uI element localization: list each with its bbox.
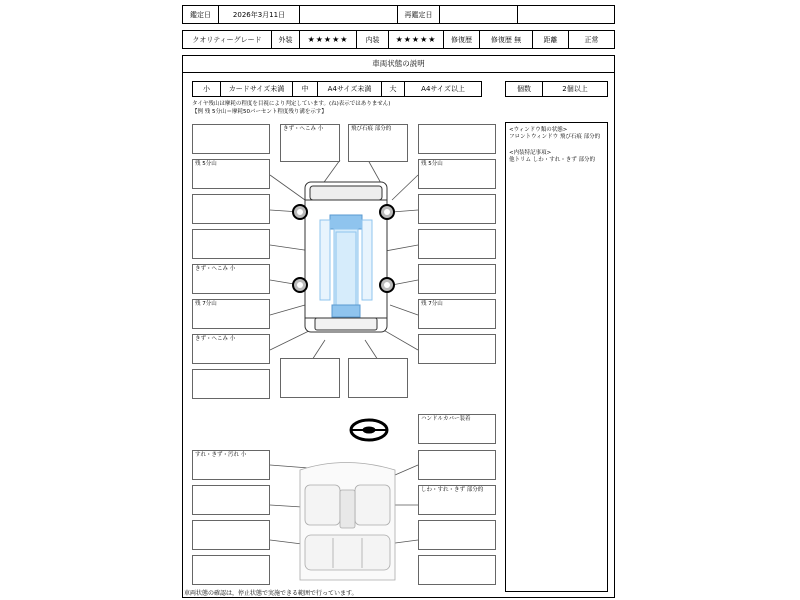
- note-box-seat-right: しわ・すれ・きず 部分的: [418, 485, 496, 515]
- size-large-label: 大: [381, 81, 405, 97]
- section-title: 車両状態の説明: [182, 55, 615, 73]
- repair-history-value: 修復歴 無: [479, 30, 533, 49]
- note-box: [280, 358, 340, 398]
- size-medium-desc: A4サイズ未満: [317, 81, 382, 97]
- note-box-tire-rr: 残 7分山: [418, 299, 496, 329]
- note-box: [418, 194, 496, 224]
- note-box: [192, 369, 270, 399]
- note-box-front-right-top: 飛び石痕 部分的: [348, 124, 408, 162]
- car-top-view: [305, 182, 387, 332]
- note-box: [418, 124, 496, 154]
- interior-text: 他トリム しわ・すれ・きず 部分的: [509, 157, 595, 163]
- interior-heading: <内装特記事項>: [509, 150, 552, 156]
- note-box-front-left-top: きず・へこみ 小: [280, 124, 340, 162]
- count-value: 2個以上: [542, 81, 608, 97]
- window-heading: <ウィンドウ類の状態>: [509, 127, 568, 133]
- interior-stars: ★★★★★: [388, 30, 444, 49]
- appraisal-date-value: 2026年3月11日: [218, 5, 300, 24]
- note-box: [418, 229, 496, 259]
- note-box: [192, 124, 270, 154]
- size-large-desc: A4サイズ以上: [404, 81, 482, 97]
- steering-wheel-icon: [351, 420, 387, 440]
- tire-example: 【例 残 5分山＝摩耗50パーセント程度残り溝を示す】: [192, 109, 327, 115]
- interior-label: 内装: [356, 30, 389, 49]
- interior-view: [300, 463, 395, 581]
- note-box: [418, 450, 496, 480]
- note-box: [418, 555, 496, 585]
- note-box-rear-left: きず・へこみ 小: [192, 334, 270, 364]
- note-box: [192, 485, 270, 515]
- note-box-tire-fr: 残 5分山: [418, 159, 496, 189]
- note-box: [192, 229, 270, 259]
- meter-value: 正常: [568, 30, 615, 49]
- exterior-label: 外装: [271, 30, 300, 49]
- note-box-tire-rl: 残 7分山: [192, 299, 270, 329]
- note-box-side-left: きず・へこみ 小: [192, 264, 270, 294]
- size-small-desc: カードサイズ未満: [220, 81, 293, 97]
- note-box-tire-fl: 残 5分山: [192, 159, 270, 189]
- size-small-label: 小: [192, 81, 221, 97]
- note-box-seat-front: すれ・きず・汚れ 小: [192, 450, 270, 480]
- count-label: 個数: [505, 81, 543, 97]
- meter-label: 距離: [532, 30, 569, 49]
- note-box: [192, 194, 270, 224]
- note-box: [192, 520, 270, 550]
- note-box: [418, 520, 496, 550]
- note-box: [418, 264, 496, 294]
- note-box: [348, 358, 408, 398]
- size-medium-label: 中: [292, 81, 318, 97]
- exterior-stars: ★★★★★: [299, 30, 357, 49]
- note-box-steering: ハンドルカバー装着: [418, 414, 496, 444]
- window-text: フロントウィンドウ 飛び石痕 部分的: [509, 134, 601, 140]
- note-box: [192, 555, 270, 585]
- footer-note: 車両状態の確認は，停止状態で実施できる範囲で行っています。: [184, 590, 358, 597]
- tire-note: タイヤ残山は摩耗の程度を目視により判定しています。(ね)表示ではありません): [192, 101, 391, 107]
- appraisal-date-label: 鑑定日: [182, 5, 219, 24]
- note-box: [418, 334, 496, 364]
- reappraisal-label: 再鑑定日: [397, 5, 440, 24]
- quality-grade-label: クオリティーグレード: [182, 30, 272, 49]
- repair-history-label: 修復歴: [443, 30, 480, 49]
